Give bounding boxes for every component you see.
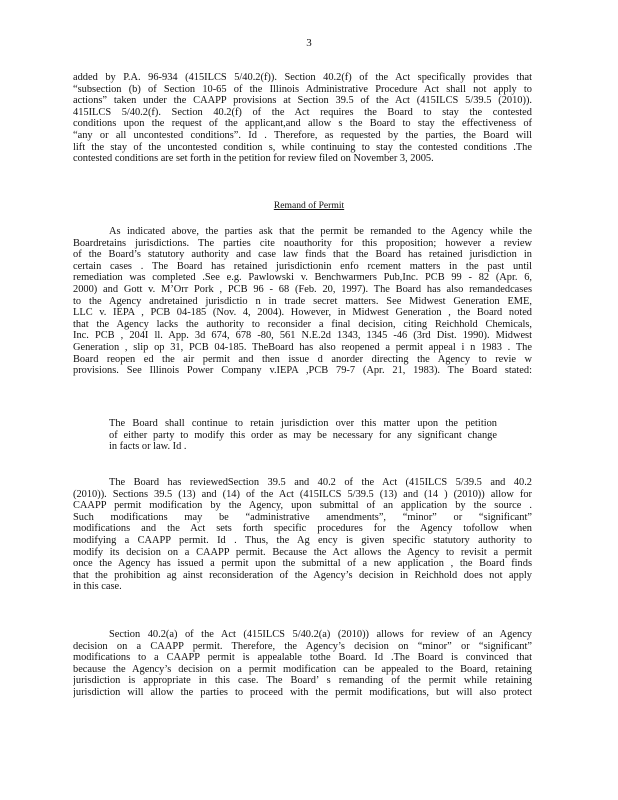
quote-line: of either party to modify this order as may be necessary for any significant change	[109, 429, 497, 441]
text-line: modifications to a CAAPP permit is appealable tothe Board. Id .The Board is convinced that	[73, 652, 532, 664]
text-line: The Board has reviewedSection 39.5 and 40.2 of the Act (415ILCS 5/39.5 and 40.2	[109, 477, 532, 488]
text-line: modifications and the Act sets forth specific procedures for the Agency tofollow when	[73, 523, 532, 535]
paragraph-modifications	[73, 477, 532, 593]
text-line: because the Agency’s decision on a permit modification can be appealed to the Board, retaining	[73, 663, 532, 675]
section-heading	[0, 200, 618, 212]
text-line: “subsection (b) of Section 10-65 of the Illinois Administrative Procedure Act shall not apply to	[73, 83, 532, 95]
text-line: “any or all uncontested conditions”. Id . Therefore, as requested by the parties, the Board will	[73, 129, 532, 141]
text-line: As indicated above, the parties ask that the permit be remanded to the Agency while the	[109, 226, 532, 237]
quote-line: in facts or law. Id .	[109, 441, 187, 453]
text-line: that the Agency lacks the authority to reconsider a final decision, citing Reichhold Chemicals,	[73, 318, 532, 330]
text-line: once the Agency has issued a permit upon the submittal of a new application , the Board finds	[73, 558, 532, 570]
text-line: Boardretains jurisdictions. The parties cite noauthority for this proposition; however a review	[73, 237, 532, 249]
text-line: (2010)). Sections 39.5 (13) and (14) of the Act (415ILCS 5/39.5 (13) and (14 ) (2010)) allow for	[73, 488, 532, 500]
page-number: 3	[306, 37, 312, 49]
quote-line: The Board shall continue to retain jurisdiction over this matter upon the petition	[109, 418, 497, 429]
text-line: certain cases . The Board has retained jurisdictionin enfo rcement matters in the past until	[73, 260, 532, 272]
text-line: modify its decision on a CAAPP permit. Because the Act allows the Agency to revisit a permit	[73, 546, 532, 558]
text-line: CAAPP permit modification by the Agency, upon submittal of an application by the source .	[73, 500, 532, 512]
section-heading-text: Remand of Permit	[273, 200, 345, 211]
text-line: Generation , slip op 31, PCB 04-185. TheBoard has also reopened a permit appeal i n 1983 . The	[73, 341, 532, 353]
text-line: conditions upon the request of the applicant,and allow s the Board to stay the effectiveness of	[73, 118, 532, 130]
text-line: LLC v. IEPA , PCB 04-185 (Nov. 4, 2004). However, in Midwest Generation , the Board noted	[73, 307, 532, 319]
text-line: in this case.	[73, 581, 122, 593]
text-line: that the prohibition ag ainst reconsideration of the Agency’s decision in Reichhold does not apply	[73, 569, 532, 581]
text-line: jurisdiction will allow the parties to proceed with the permit modifications, but will also protect	[73, 686, 532, 698]
paragraph-appeal	[73, 629, 532, 699]
block-quote	[109, 418, 497, 453]
text-line: provisions. See Illinois Power Company v.IEPA ,PCB 79-7 (Apr. 21, 1983). The Board stated:	[73, 365, 532, 377]
text-line: contested conditions are set forth in the petition for review filed on November 3, 2005.	[73, 153, 434, 165]
text-line: actions” taken under the CAAPP provisions at Section 39.5 of the Act (415ILCS 5/39.5 (2010)).	[73, 95, 532, 107]
text-line: of the Board’s statutory authority and case law finds that the Board has retained jurisdiction in	[73, 249, 532, 261]
text-line: decision on a CAAPP permit. Therefore, the Agency’s decision on “minor” or “significant”	[73, 640, 532, 652]
text-line: Inc. PCB , 204I ll. App. 3d 674, 678 -80, 561 N.E.2d 1343, 1345 -46 (3rd Dist. 1990). Midwest	[73, 330, 532, 342]
text-line: Such modifications may be “administrative amendments”, “minor” or “significant”	[73, 511, 532, 523]
text-line: Board reopen ed the air permit and then issue d anorder directing the Agency to revie w	[73, 353, 532, 365]
text-line: Section 40.2(a) of the Act (415ILCS 5/40.2(a) (2010)) allows for review of an Agency	[109, 629, 532, 640]
text-line: lift the stay of the uncontested condition s, while continuing to stay the contested conditions .The	[73, 141, 532, 153]
paragraph-remand	[73, 226, 532, 377]
paragraph-stay-conditions	[73, 72, 532, 165]
text-line: 415ILCS 5/40.2(f). Section 40.2(f) of the Act requires the Board to stay the contested	[73, 106, 532, 118]
text-line: 2000) and Gott v. M’Orr Pork , PCB 96 - 68 (Feb. 20, 1997). The Board has also remandedcases	[73, 283, 532, 295]
text-line: modifying a CAAPP permit. Id . Thus, the Ag ency is given specific statutory authority to	[73, 534, 532, 546]
text-line: jurisdiction is appropriate in this case. The Board’ s remanding of the permit while retaining	[73, 675, 532, 687]
text-line: remediation was completed .See e.g. Pawlowski v. Benchwarmers Pub,Inc. PCB 99 - 82 (Apr. 6,	[73, 272, 532, 284]
text-line: added by P.A. 96-934 (415ILCS 5/40.2(f)). Section 40.2(f) of the Act specifically provides that	[73, 72, 532, 83]
text-line: to the Agency andretained jurisdictio n in trade secret matters. See Midwest Generation EME,	[73, 295, 532, 307]
